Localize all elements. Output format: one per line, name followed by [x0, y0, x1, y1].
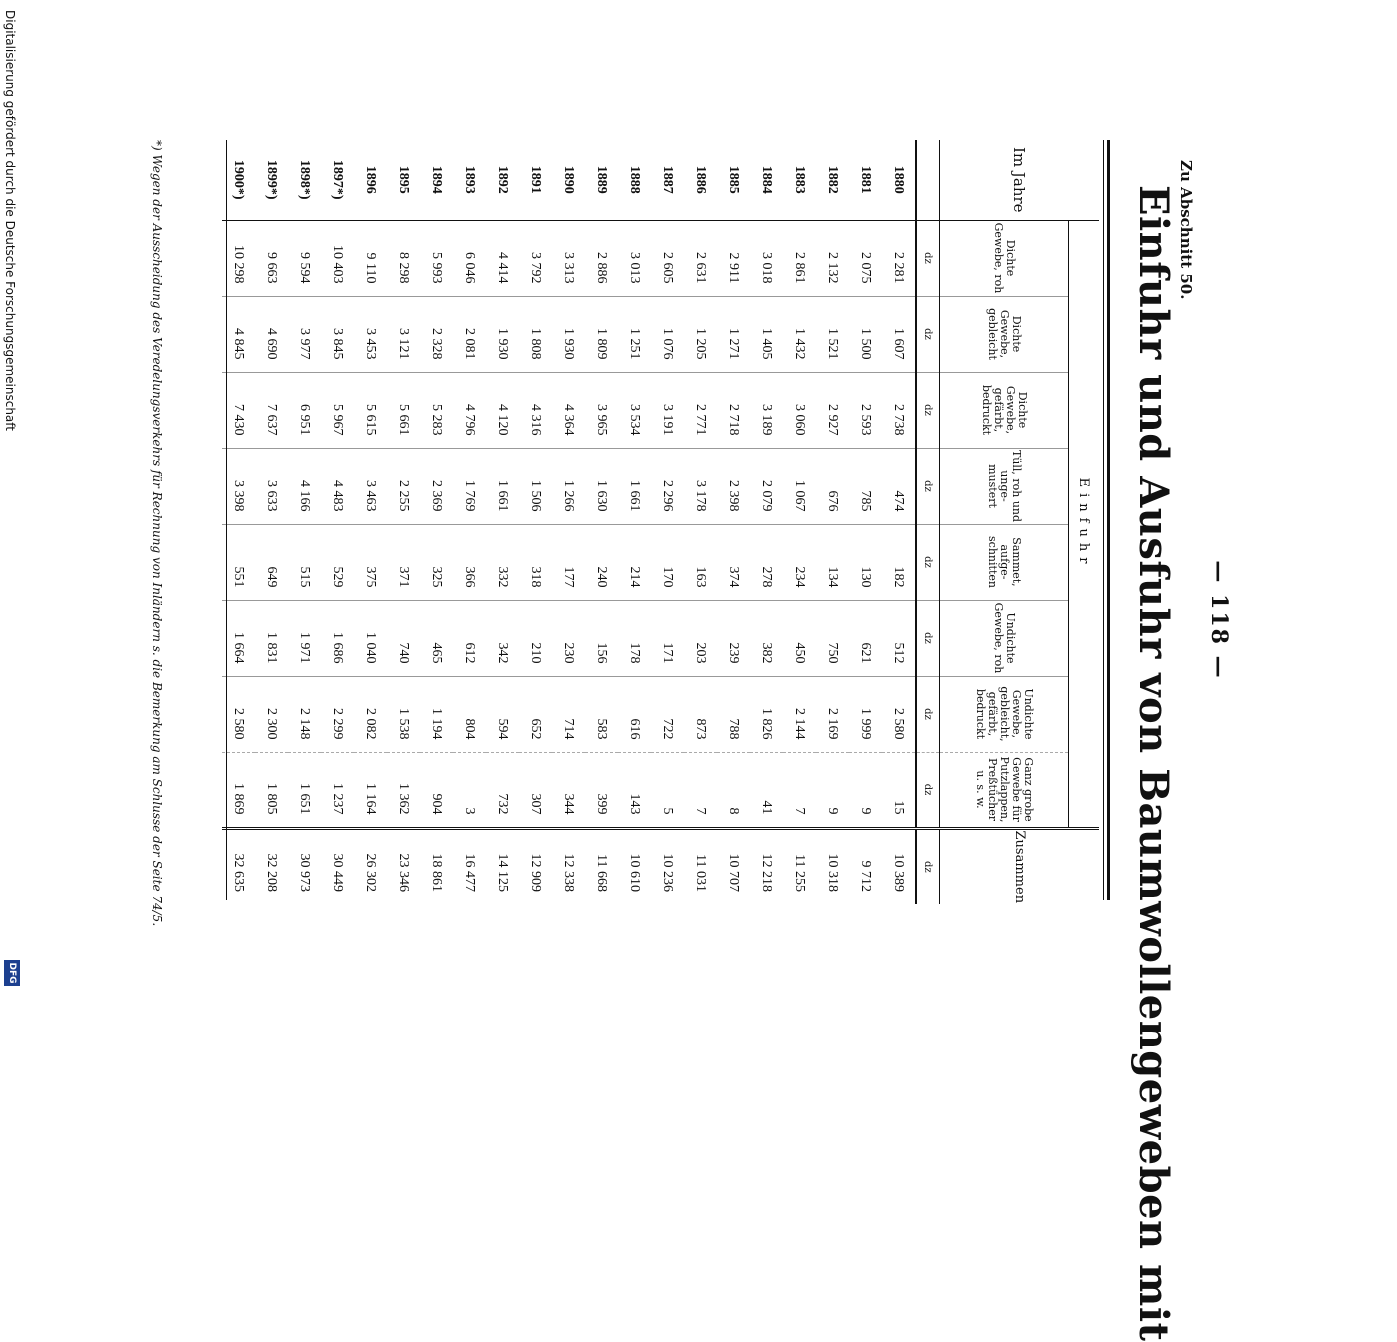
unit-cell: dz: [916, 524, 940, 600]
title-rule: [1107, 140, 1110, 900]
value-cell: 4 414: [495, 252, 511, 284]
value-cell: 2 927: [816, 372, 849, 448]
year-cell: 1888: [618, 140, 651, 220]
value-cell: 4 166: [288, 448, 321, 524]
value-cell: 529: [321, 524, 354, 600]
table-row: [420, 140, 453, 904]
table-row: [255, 140, 288, 904]
value-cell: 4 364: [552, 372, 585, 448]
value-cell: 6 951: [288, 372, 321, 448]
unit-cell: dz: [916, 296, 940, 372]
value-cell: 382: [750, 600, 783, 676]
footnote: *) Wegen der Ausscheidung des Veredelungsverkehrs für Rechnung von Inländern s. die Bemerkung am Schlusse der Seite 74/5.: [150, 140, 164, 927]
value-cell: 2 081: [453, 296, 486, 372]
value-cell: 3 013: [627, 252, 643, 284]
value-cell: 1 076: [651, 296, 684, 372]
value-cell: 399: [585, 752, 618, 828]
unit-cell: dz: [916, 372, 940, 448]
value-cell: 1 405: [750, 296, 783, 372]
table-row: [651, 140, 684, 904]
value-cell: 23 346: [387, 828, 420, 904]
value-cell: 1 809: [585, 296, 618, 372]
value-cell: 30 449: [321, 828, 354, 904]
value-cell: 5 615: [354, 372, 387, 448]
value-cell: 8: [717, 752, 750, 828]
value-cell: 2 580: [222, 676, 255, 752]
table-row: [684, 140, 717, 904]
value-cell: 3 463: [354, 448, 387, 524]
value-cell: 11 668: [585, 828, 618, 904]
value-cell: 2 771: [684, 372, 717, 448]
year-cell: 1895: [387, 140, 420, 220]
year-cell: 1899*): [255, 140, 288, 220]
value-cell: 3 121: [387, 296, 420, 372]
value-cell: 18 861: [420, 828, 453, 904]
year-cell: 1893: [453, 140, 486, 220]
year-cell: 1880: [882, 140, 916, 220]
value-cell: 375: [354, 524, 387, 600]
value-cell: 1 869: [222, 752, 255, 828]
year-cell: 1898*): [288, 140, 321, 220]
value-cell: 621: [849, 600, 882, 676]
value-cell: 474: [882, 448, 916, 524]
value-cell: 2 328: [420, 296, 453, 372]
column-header-dichte-roh: Dichte Gewebe, roh: [940, 220, 1069, 296]
year-cell: 1884: [750, 140, 783, 220]
year-cell: 1890: [552, 140, 585, 220]
value-cell: 788: [717, 676, 750, 752]
value-cell: 210: [519, 600, 552, 676]
value-cell: 1 237: [321, 752, 354, 828]
value-cell: 12 218: [750, 828, 783, 904]
table-row: [750, 140, 783, 904]
value-cell: 3 977: [288, 296, 321, 372]
value-cell: 2 861: [792, 252, 808, 284]
value-cell: 450: [783, 600, 816, 676]
value-cell: 2 718: [717, 372, 750, 448]
value-cell: 318: [519, 524, 552, 600]
value-cell: 904: [420, 752, 453, 828]
value-cell: 5 967: [321, 372, 354, 448]
value-cell: 1 630: [585, 448, 618, 524]
unit-cell: dz: [916, 220, 940, 296]
value-cell: 2 886: [594, 252, 610, 284]
value-cell: 1 651: [288, 752, 321, 828]
value-cell: 5 283: [420, 372, 453, 448]
value-cell: 873: [684, 676, 717, 752]
value-cell: 9: [816, 752, 849, 828]
value-cell: 214: [618, 524, 651, 600]
value-cell: 12 909: [519, 828, 552, 904]
value-cell: 676: [816, 448, 849, 524]
value-cell: 307: [519, 752, 552, 828]
value-cell: 130: [849, 524, 882, 600]
value-cell: 10 298: [231, 245, 247, 284]
value-cell: 785: [849, 448, 882, 524]
table-row: [882, 140, 916, 904]
value-cell: 163: [684, 524, 717, 600]
value-cell: 1 266: [552, 448, 585, 524]
value-cell: 4 690: [255, 296, 288, 372]
value-cell: 32 635: [222, 828, 255, 904]
unit-row: [916, 140, 940, 904]
value-cell: 3 189: [750, 372, 783, 448]
value-cell: 2 369: [420, 448, 453, 524]
value-cell: 5 993: [429, 252, 445, 284]
column-header-total: Zusammen: [940, 828, 1100, 904]
value-cell: 3 398: [222, 448, 255, 524]
column-header-undichte-roh: Undichte Gewebe, roh: [940, 600, 1069, 676]
value-cell: 1 661: [486, 448, 519, 524]
value-cell: 1 205: [684, 296, 717, 372]
table-row: [552, 140, 585, 904]
table-row: [453, 140, 486, 904]
value-cell: 10 389: [882, 828, 916, 904]
value-cell: 4 796: [453, 372, 486, 448]
value-cell: 10 403: [330, 245, 346, 284]
value-cell: 551: [222, 524, 255, 600]
unit-cell: dz: [916, 448, 940, 524]
value-cell: 203: [684, 600, 717, 676]
value-cell: 3 060: [783, 372, 816, 448]
value-cell: 9 110: [363, 252, 379, 284]
value-cell: 7 430: [222, 372, 255, 448]
value-cell: 11 255: [783, 828, 816, 904]
value-cell: 2 299: [321, 676, 354, 752]
year-cell: 1885: [717, 140, 750, 220]
value-cell: 143: [618, 752, 651, 828]
year-unit-cell: [916, 140, 940, 220]
value-cell: 134: [816, 524, 849, 600]
value-cell: 2 296: [651, 448, 684, 524]
group-header-einfuhr: Einfuhr: [1069, 220, 1100, 828]
value-cell: 4 120: [486, 372, 519, 448]
page-title: Einfuhr und Ausfuhr von Baumwollengeweben mit: [1130, 185, 1177, 1342]
value-cell: 1 040: [354, 600, 387, 676]
value-cell: 1 538: [387, 676, 420, 752]
value-cell: 616: [618, 676, 651, 752]
value-cell: 2 169: [816, 676, 849, 752]
unit-cell: dz: [916, 752, 940, 828]
table-bottom-rule: [226, 140, 227, 900]
value-cell: 2 738: [882, 372, 916, 448]
value-cell: 325: [420, 524, 453, 600]
section-reference: Zu Abschnitt 50.: [1177, 160, 1195, 300]
value-cell: 1 999: [849, 676, 882, 752]
value-cell: 1 930: [552, 296, 585, 372]
unit-cell: dz: [916, 676, 940, 752]
unit-cell: dz: [916, 600, 940, 676]
value-cell: 3: [453, 752, 486, 828]
value-cell: 804: [453, 676, 486, 752]
column-header-grobe-gewebe: Ganz grobe Gewebe für Putzlappen, Preßtücher u. s. w.: [940, 752, 1069, 828]
value-cell: 374: [717, 524, 750, 600]
table-row: [321, 140, 354, 904]
import-table: [222, 140, 1099, 904]
value-cell: 11 031: [684, 828, 717, 904]
value-cell: 366: [453, 524, 486, 600]
value-cell: 2 148: [288, 676, 321, 752]
value-cell: 594: [486, 676, 519, 752]
value-cell: 9: [849, 752, 882, 828]
value-cell: 41: [750, 752, 783, 828]
value-cell: 2 082: [354, 676, 387, 752]
column-header-dichte-gefaerbt: Dichte Gewebe, gefärbt, bedruckt: [940, 372, 1069, 448]
year-column-header: Im Jahre: [940, 140, 1100, 220]
value-cell: 2 593: [849, 372, 882, 448]
value-cell: 4 316: [519, 372, 552, 448]
value-cell: 722: [651, 676, 684, 752]
value-cell: 7 637: [255, 372, 288, 448]
value-cell: 4 483: [321, 448, 354, 524]
value-cell: 3 018: [759, 252, 775, 284]
value-cell: 3 792: [528, 252, 544, 284]
year-cell: 1900*): [222, 140, 255, 220]
table-row: [783, 140, 816, 904]
year-cell: 1883: [783, 140, 816, 220]
column-header-undichte-gebleicht: Undichte Gewebe, gebleicht, gefärbt, bedruckt: [940, 676, 1069, 752]
table-row: [585, 140, 618, 904]
value-cell: 342: [486, 600, 519, 676]
value-cell: 170: [651, 524, 684, 600]
value-cell: 9 712: [849, 828, 882, 904]
value-cell: 2 132: [825, 252, 841, 284]
value-cell: 8 298: [396, 252, 412, 284]
column-header-sammet: Sammet, aufge-schnitten: [940, 524, 1069, 600]
table-row: [618, 140, 651, 904]
year-cell: 1894: [420, 140, 453, 220]
value-cell: 10 318: [816, 828, 849, 904]
title-rule-thin: [1103, 140, 1104, 900]
value-cell: 1 831: [255, 600, 288, 676]
value-cell: 3 191: [651, 372, 684, 448]
value-cell: 1 067: [783, 448, 816, 524]
value-cell: 1 805: [255, 752, 288, 828]
value-cell: 240: [585, 524, 618, 600]
table-row: [717, 140, 750, 904]
value-cell: 1 607: [882, 296, 916, 372]
value-cell: 15: [882, 752, 916, 828]
value-cell: 5 661: [387, 372, 420, 448]
year-cell: 1892: [486, 140, 519, 220]
year-cell: 1889: [585, 140, 618, 220]
table-row: [486, 140, 519, 904]
value-cell: 178: [618, 600, 651, 676]
value-cell: 371: [387, 524, 420, 600]
value-cell: 3 965: [585, 372, 618, 448]
value-cell: 9 594: [297, 252, 313, 284]
value-cell: 239: [717, 600, 750, 676]
value-cell: 750: [816, 600, 849, 676]
value-cell: 1 971: [288, 600, 321, 676]
value-cell: 3 534: [618, 372, 651, 448]
value-cell: 2 079: [750, 448, 783, 524]
table-row: [849, 140, 882, 904]
year-cell: 1891: [519, 140, 552, 220]
value-cell: 3 178: [684, 448, 717, 524]
value-cell: 1 930: [486, 296, 519, 372]
value-cell: 3 845: [321, 296, 354, 372]
value-cell: 1 506: [519, 448, 552, 524]
value-cell: 4 845: [222, 296, 255, 372]
value-cell: 1 362: [387, 752, 420, 828]
value-cell: 2 398: [717, 448, 750, 524]
value-cell: 2 255: [387, 448, 420, 524]
table-row: [519, 140, 552, 904]
value-cell: 3 313: [561, 252, 577, 284]
value-cell: 177: [552, 524, 585, 600]
page-number: — 118 —: [1206, 560, 1232, 680]
digitization-note: Digitalisierung gefördert durch die Deutsche Forschungsgemeinschaft: [3, 10, 17, 432]
value-cell: 1 661: [618, 448, 651, 524]
value-cell: 6 046: [462, 252, 478, 284]
value-cell: 1 521: [816, 296, 849, 372]
value-cell: 2 075: [858, 252, 874, 284]
value-cell: 182: [882, 524, 916, 600]
table-row: [288, 140, 321, 904]
value-cell: 12 338: [552, 828, 585, 904]
value-cell: 1 432: [783, 296, 816, 372]
year-cell: 1896: [354, 140, 387, 220]
value-cell: 278: [750, 524, 783, 600]
value-cell: 612: [453, 600, 486, 676]
value-cell: 14 125: [486, 828, 519, 904]
value-cell: 1 664: [222, 600, 255, 676]
value-cell: 1 500: [849, 296, 882, 372]
year-cell: 1886: [684, 140, 717, 220]
value-cell: 1 251: [618, 296, 651, 372]
value-cell: 5: [651, 752, 684, 828]
value-cell: 1 769: [453, 448, 486, 524]
value-cell: 465: [420, 600, 453, 676]
column-header-dichte-gebleicht: Dichte Gewebe, gebleicht: [940, 296, 1069, 372]
value-cell: 171: [651, 600, 684, 676]
value-cell: 32 208: [255, 828, 288, 904]
value-cell: 9 663: [264, 252, 280, 284]
year-cell: 1897*): [321, 140, 354, 220]
value-cell: 10 610: [618, 828, 651, 904]
value-cell: 740: [387, 600, 420, 676]
value-cell: 7: [684, 752, 717, 828]
value-cell: 3 633: [255, 448, 288, 524]
value-cell: 512: [882, 600, 916, 676]
value-cell: 1 164: [354, 752, 387, 828]
value-cell: 732: [486, 752, 519, 828]
value-cell: 1 686: [321, 600, 354, 676]
value-cell: 2 631: [693, 252, 709, 284]
value-cell: 10 707: [717, 828, 750, 904]
value-cell: 2 300: [255, 676, 288, 752]
value-cell: 230: [552, 600, 585, 676]
value-cell: 1 271: [717, 296, 750, 372]
value-cell: 1 808: [519, 296, 552, 372]
value-cell: 26 302: [354, 828, 387, 904]
value-cell: 10 236: [651, 828, 684, 904]
value-cell: 234: [783, 524, 816, 600]
value-cell: 16 477: [453, 828, 486, 904]
value-cell: 1 826: [750, 676, 783, 752]
value-cell: 2 911: [726, 252, 742, 284]
value-cell: 1 194: [420, 676, 453, 752]
value-cell: 2 281: [891, 252, 907, 284]
dfg-logo: DFG: [4, 960, 20, 986]
value-cell: 2 144: [783, 676, 816, 752]
value-cell: 515: [288, 524, 321, 600]
table-row: [354, 140, 387, 904]
value-cell: 3 453: [354, 296, 387, 372]
year-cell: 1882: [816, 140, 849, 220]
value-cell: 649: [255, 524, 288, 600]
value-cell: 30 973: [288, 828, 321, 904]
value-cell: 652: [519, 676, 552, 752]
value-cell: 583: [585, 676, 618, 752]
value-cell: 2 580: [882, 676, 916, 752]
value-cell: 714: [552, 676, 585, 752]
value-cell: 332: [486, 524, 519, 600]
value-cell: 344: [552, 752, 585, 828]
value-cell: 156: [585, 600, 618, 676]
year-cell: 1881: [849, 140, 882, 220]
value-cell: 7: [783, 752, 816, 828]
value-cell: 2 605: [660, 252, 676, 284]
column-header-tuell: Tüll, roh und unge-mustert: [940, 448, 1069, 524]
table-row: [816, 140, 849, 904]
table-row: [387, 140, 420, 904]
unit-cell: dz: [916, 828, 940, 904]
year-cell: 1887: [651, 140, 684, 220]
